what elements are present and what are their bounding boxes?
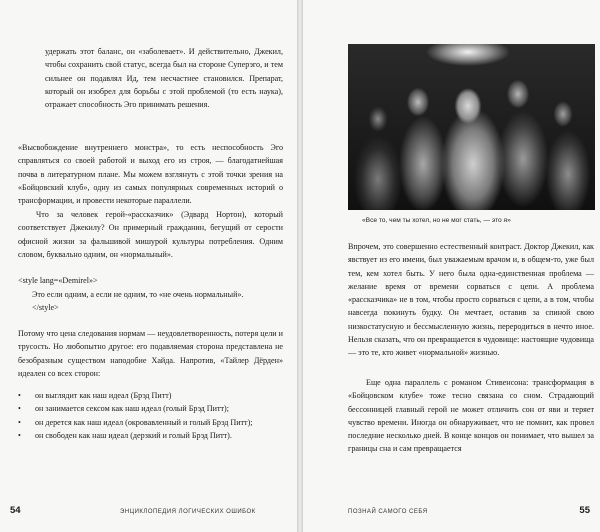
list-item: • он занимается сексом как наш идеал (голый Брэд Питт); [18,402,283,415]
list-item: • он дерется как наш идеал (окровавленный и голый Брэд Питт); [18,416,283,429]
page-number-left: 54 [10,505,21,516]
photo-caption: «Все то, чем ты хотел, но не мог стать, — это я» [362,217,511,224]
code-body: Это если одним, а если не одним, то «не очень нормальный». [32,290,244,299]
fight-club-photo [348,44,595,210]
running-head-left: ЭНЦИКЛОПЕДИЯ ЛОГИЧЕСКИХ ОШИБОК [120,509,256,515]
list-item: • он свободен как наш идеал (дерзкий и голый Брэд Питт). [18,429,283,442]
code-close-tag: </style> [32,303,59,312]
list-item: • он выглядит как наш идеал (Брэд Питт) [18,389,283,402]
page-number-right: 55 [579,505,590,516]
code-open-tag: <style lang=«Demirel»> [18,276,98,285]
left-paragraph-3: Что за человек герой-«рассказчик» (Эдвард Нортон), который соответствует Джекилу? Он примерный гражданин, бегущий от серости офисной жизни за фальшивой мишурой культуры потребления. Одним словом, буквально одним, он «нормальный». [18,210,283,259]
running-head-right: ПОЗНАЙ САМОГО СЕБЯ [348,509,428,515]
left-page [0,0,297,532]
right-page [303,0,600,532]
left-paragraph-4: Потому что цена следования нормам — неудовлетворенность, потеря цели и трусость. Но любопытно другое: его подавляемая сторона представлена не безобразным существом наподобие Хайда. Напротив, «Тайлер Дёрден» идеален со всех сторон: [18,329,283,378]
left-paragraph-2: «Высвобождение внутреннего монстра», то есть неспособность Эго справляться со своей работой и выход его из строя, — благодатнейшая почва в литературном плане. Мы можем взглянуть с этой точки зрения на «Бойцовский клуб», одну из самых популярных современных историй о трансформации, и провести некоторые параллели. [18,143,283,206]
left-paragraph-1: удержать этот баланс, он «заболевает». И действительно, Джекил, чтобы сохранить свой статус, всегда был на стороне Суперэго, и тем сильнее он подавлял Ид, тем несчастнее становился. Препарат, который он изобрел для борьбы с этой проблемой (то есть наука), отражает способность Эго принимать решения. [45,47,283,110]
right-paragraph-1: Впрочем, это совершенно естественный контраст. Доктор Джекил, как явствует из его имени, был уважаемым врачом и, в общем-то, уже был тем, кем хотел быть. У него была одна-единственная проблема — желание время от времени сорваться с цепи. А проблема «рассказчика» не в том, чтобы просто сорваться с цепи, а в том, чтобы навсегда покинуть будку. Он мечтает, оставив за спиной свою низкостатусную и бессмысленную жизнь, переродиться в нечто иное. Нельзя сказать, что он превращается в чудовище: настоящие чудовища — это те, кто живет «нормальной» жизнью. [348,242,594,358]
right-paragraph-2: Еще одна параллель с романом Стивенсона: трансформация в «Бойцовском клубе» тоже тесно связана со сном. Страдающий бессонницей главный герой не может отличить сон от яви и теряет чувство времени. Иногда он обнаруживает, что не помнит, как провел последние несколько дней. В конце концов он понимает, что вышел за границы сна и сам превращается [348,378,594,454]
bullet-list [18,389,283,442]
